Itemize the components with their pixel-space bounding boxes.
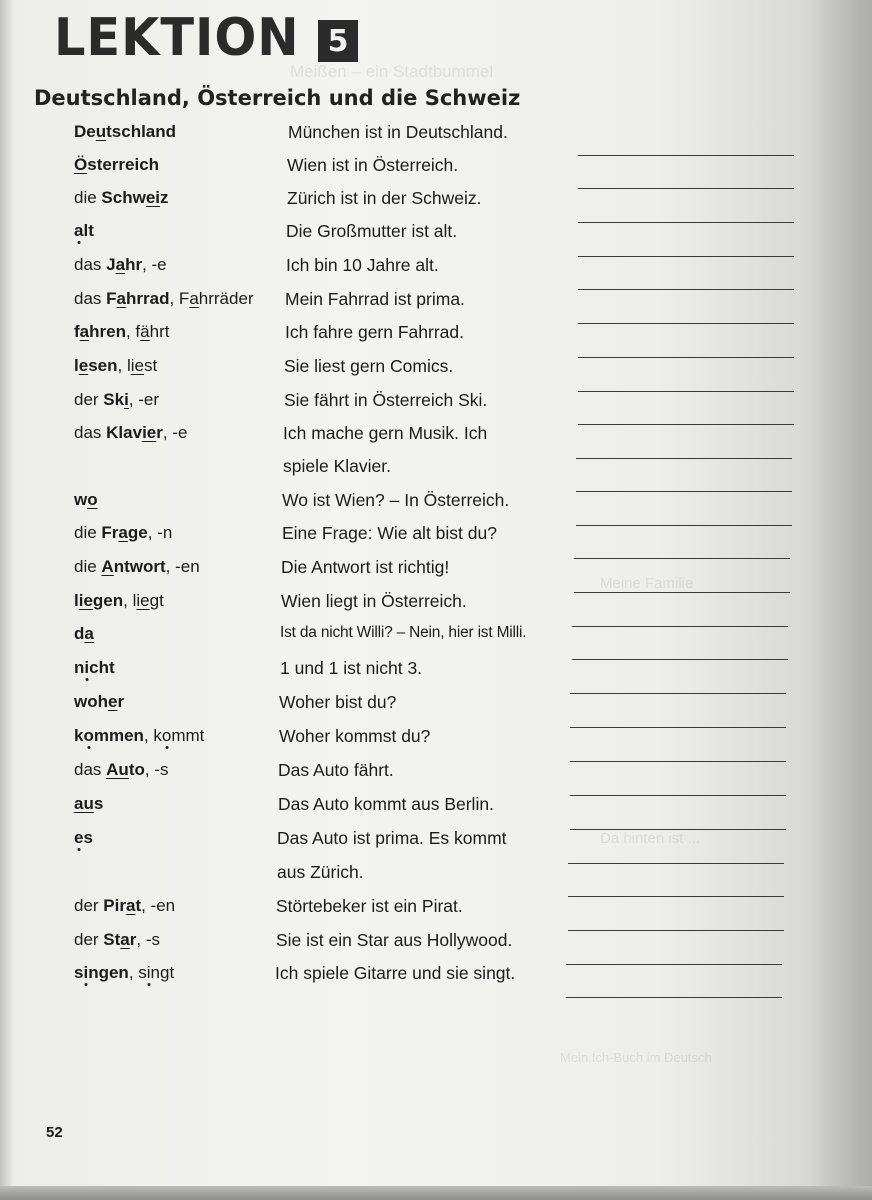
vocab-row [0,356,872,389]
vocab-word: Österreich [74,155,160,174]
lesson-heading: LEKTION [54,8,300,68]
example-sentence: Das Auto ist prima. Es kommt [277,828,507,848]
example-sentence: Zürich ist in der Schweiz. [287,188,482,208]
vocab-word: die Antwort, -en [74,557,200,576]
vocab-word: singen, singt [74,963,175,982]
vocab-word: die Schweiz [74,188,169,207]
scan-bottom-edge [0,1186,872,1200]
vocab-row [0,490,872,523]
vocab-word: der Star, -s [74,930,160,949]
vocab-row [0,963,872,996]
vocab-word: das Auto, -s [74,760,169,779]
vocab-word: es [74,828,93,847]
example-sentence: Die Antwort ist richtig! [281,557,450,577]
vocab-word: aus [74,794,104,813]
vocab-row [0,591,872,624]
example-sentence: Das Auto kommt aus Berlin. [278,794,494,814]
example-sentence: Die Großmutter ist alt. [286,221,458,241]
bleedthrough-text: Meine Familie [600,575,694,592]
vocab-row [0,692,872,725]
example-sentence: Sie fährt in Österreich Ski. [284,390,488,410]
vocab-row [0,862,872,895]
vocab-row [0,390,872,423]
example-sentence: Ich mache gern Musik. Ich [283,423,488,443]
example-sentence: Woher kommst du? [279,726,431,746]
example-sentence: aus Zürich. [277,862,364,882]
vocab-word: der Pirat, -en [74,896,176,915]
vocab-word: das Klavier, -e [74,423,188,442]
example-sentence: Sie liest gern Comics. [284,356,454,376]
lesson-number-badge: 5 [318,20,358,62]
vocab-word: kommen, kommt [74,726,205,745]
example-sentence: Störtebeker ist ein Pirat. [276,896,463,916]
vocab-row [0,155,872,188]
vocab-word: da [74,624,94,643]
vocab-row [0,188,872,221]
example-sentence: Ich spiele Gitarre und sie singt. [275,963,516,983]
vocab-row [0,624,872,657]
translation-write-line[interactable] [566,997,782,998]
vocab-row [0,221,872,254]
vocab-row [0,523,872,556]
page-number: 52 [46,1124,63,1141]
vocab-word: das Jahr, -e [74,255,167,274]
example-sentence: Ich fahre gern Fahrrad. [285,322,464,342]
vocab-row [0,456,872,489]
vocab-word: Deutschland [74,122,177,141]
example-sentence: Wien ist in Österreich. [287,155,459,175]
vocab-row [0,289,872,322]
example-sentence: Das Auto fährt. [278,760,394,780]
bleedthrough-text: Mein Ich-Buch im Deutsch [560,1050,712,1065]
vocab-row [0,896,872,929]
example-sentence: 1 und 1 ist nicht 3. [280,658,423,678]
vocab-word: der Ski, -er [74,390,160,409]
vocab-row [0,930,872,963]
vocab-row [0,322,872,355]
vocab-row [0,828,872,861]
vocab-row [0,122,872,155]
example-sentence: Woher bist du? [279,692,397,712]
vocab-word: die Frage, -n [74,523,173,542]
vocab-word: woher [74,692,125,711]
example-sentence: spiele Klavier. [283,456,391,476]
example-sentence: München ist in Deutschland. [288,122,508,142]
vocab-row [0,658,872,691]
example-sentence: Eine Frage: Wie alt bist du? [282,523,497,543]
example-sentence: Mein Fahrrad ist prima. [285,289,465,309]
vocab-word: alt [74,221,94,240]
vocab-word: nicht [74,658,115,677]
bleedthrough-text: Da hinten ist ... [600,830,701,847]
example-sentence: Sie ist ein Star aus Hollywood. [276,930,513,950]
vocab-word: lesen, liest [74,356,158,375]
vocab-word: fahren, fährt [74,322,170,341]
vocab-row [0,423,872,456]
example-sentence: Wo ist Wien? – In Österreich. [282,490,510,510]
vocab-word: wo [74,490,98,509]
example-sentence: Ist da nicht Willi? – Nein, hier ist Milli. [280,624,527,641]
lesson-subtitle: Deutschland, Österreich und die Schweiz [34,86,521,110]
vocab-row [0,760,872,793]
example-sentence: Ich bin 10 Jahre alt. [286,255,439,275]
vocab-row [0,794,872,827]
vocab-row [0,557,872,590]
vocab-word: liegen, liegt [74,591,164,610]
vocab-row [0,255,872,288]
vocab-row [0,726,872,759]
bleedthrough-text: Meißen – ein Stadtbummel [290,62,494,81]
vocab-word: das Fahrrad, Fahrräder [74,289,254,308]
example-sentence: Wien liegt in Österreich. [281,591,467,611]
